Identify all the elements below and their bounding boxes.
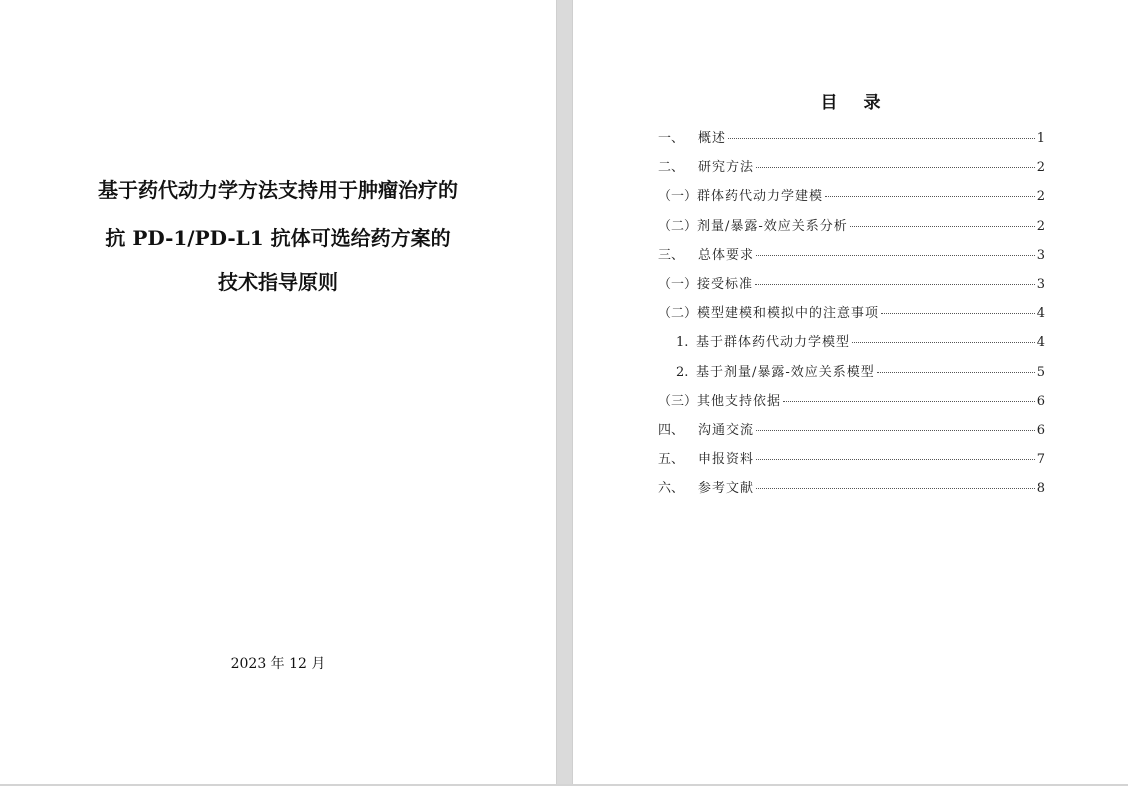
toc-entry-page: 2: [1036, 189, 1045, 205]
cover-title-line-1: 基于药代动力学方法支持用于肿瘤治疗的: [98, 178, 458, 202]
toc-page: [573, 0, 1128, 786]
toc-entry-number: （三）: [658, 393, 698, 409]
toc-entry-number: 二、: [658, 160, 685, 176]
toc-entry-poppk-modeling[interactable]: [658, 185, 1045, 214]
toc-entry-number: 六、: [658, 481, 685, 497]
toc-entry-label: 参考文献: [698, 481, 755, 497]
toc-entry-number: 一、: [658, 131, 685, 146]
toc-entry-general-requirements[interactable]: [658, 244, 1045, 273]
toc-entry-page: 6: [1036, 393, 1045, 409]
cover-title-line-3: 技术指导原则: [218, 270, 338, 294]
toc-entry-number: 三、: [658, 247, 685, 263]
toc-entry-label: 沟通交流: [698, 422, 755, 438]
toc-dot-leader: [756, 255, 1035, 256]
toc-entry-label: 群体药代动力学建模: [697, 189, 824, 205]
cover-page: [0, 0, 556, 786]
toc-entry-page: 8: [1036, 481, 1045, 497]
toc-entry-poppk-model[interactable]: [658, 331, 1045, 360]
toc-entry-label: 剂量/暴露-效应关系分析: [697, 218, 848, 234]
toc-entry-page: 4: [1036, 306, 1045, 322]
toc-entry-dose-exposure-response[interactable]: [658, 215, 1045, 244]
toc-entry-page: 3: [1036, 247, 1045, 263]
toc-entry-page: 6: [1036, 422, 1045, 438]
toc-dot-leader: [850, 226, 1035, 227]
toc-entry-der-model[interactable]: [658, 361, 1045, 390]
toc-dot-leader: [881, 313, 1035, 314]
toc-entry-number: （二）: [658, 306, 698, 322]
toc-entry-label: 研究方法: [698, 160, 755, 176]
cover-date: 2023 年 12 月: [230, 656, 326, 672]
toc-entry-number: 五、: [658, 452, 685, 468]
toc-entry-page: 7: [1036, 452, 1045, 468]
toc-dot-leader: [728, 138, 1035, 139]
toc-entry-number: 1.: [676, 335, 689, 351]
toc-entry-number: （二）: [658, 218, 698, 234]
toc-entry-communication[interactable]: [658, 419, 1045, 448]
toc-entry-page: 4: [1036, 335, 1045, 351]
toc-entry-acceptance-criteria[interactable]: [658, 273, 1045, 302]
toc-entry-label: 模型建模和模拟中的注意事项: [697, 306, 880, 322]
toc-entry-label: 总体要求: [698, 247, 755, 263]
toc-entry-label: 其他支持依据: [697, 393, 782, 409]
toc-dot-leader: [783, 401, 1035, 402]
toc-entry-other-support[interactable]: [658, 390, 1045, 419]
toc-entry-page: 5: [1036, 364, 1045, 380]
toc-entry-label: 申报资料: [698, 452, 755, 468]
toc-entry-submission-materials[interactable]: [658, 448, 1045, 477]
toc-entry-modeling-considerations[interactable]: [658, 302, 1045, 331]
toc-entry-label: 基于剂量/暴露-效应关系模型: [696, 364, 875, 380]
toc-dot-leader: [755, 284, 1035, 285]
toc-entry-number: 2.: [676, 364, 689, 380]
toc-heading: 目 录: [820, 93, 891, 113]
cover-title-line-2: 抗 PD-1/PD-L1 抗体可选给药方案的: [105, 226, 451, 250]
toc-dot-leader: [877, 372, 1035, 373]
toc-entry-page: 2: [1036, 160, 1045, 176]
toc-entry-page: 2: [1036, 218, 1045, 234]
toc-dot-leader: [756, 488, 1035, 489]
toc-entry-label: 基于群体药代动力学模型: [696, 335, 851, 351]
toc-entry-methods[interactable]: [658, 156, 1045, 185]
toc-list: [658, 127, 1045, 506]
toc-entry-references[interactable]: [658, 477, 1045, 506]
toc-entry-page: 3: [1036, 276, 1045, 292]
toc-dot-leader: [756, 167, 1035, 168]
toc-entry-number: （一）: [658, 189, 698, 205]
toc-dot-leader: [825, 196, 1035, 197]
toc-entry-overview[interactable]: [658, 127, 1045, 156]
toc-dot-leader: [756, 430, 1035, 431]
toc-dot-leader: [852, 342, 1035, 343]
toc-entry-label: 接受标准: [697, 276, 754, 292]
toc-dot-leader: [756, 459, 1035, 460]
toc-entry-page: 1: [1036, 131, 1045, 146]
toc-entry-number: （一）: [658, 276, 698, 292]
page-gutter: [556, 0, 573, 786]
toc-entry-number: 四、: [658, 422, 685, 438]
toc-entry-label: 概述: [698, 131, 727, 146]
